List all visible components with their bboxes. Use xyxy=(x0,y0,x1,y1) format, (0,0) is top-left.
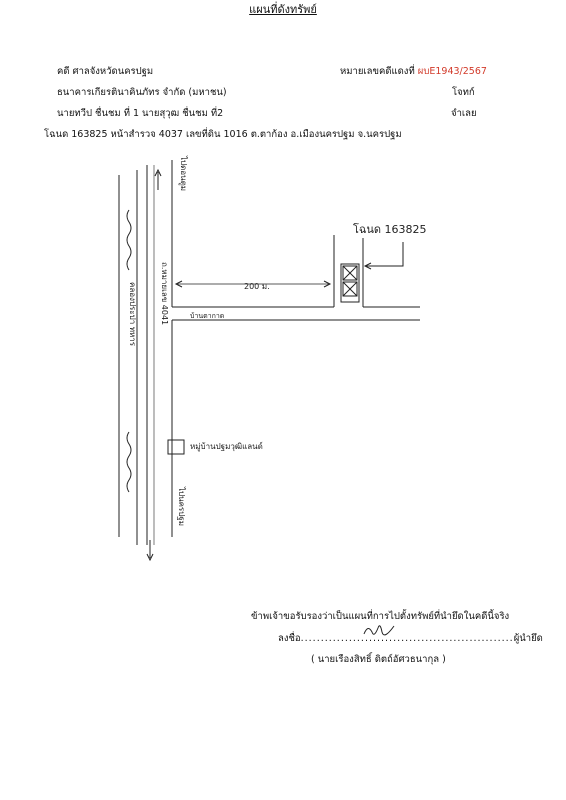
plaintiff-role: โจทก์ xyxy=(452,87,475,98)
canal-wave-top xyxy=(127,210,131,270)
arrow-down-icon xyxy=(147,540,153,560)
sign-prefix: ลงชื่อ xyxy=(278,633,301,644)
canal-label: คลองประปา ทหาร xyxy=(128,282,137,347)
case-number-value: ผบE1943/2567 xyxy=(417,66,487,77)
village-label: หมู่บ้านปฐมวุฒิแลนด์ xyxy=(190,442,263,451)
deed-pointer xyxy=(365,242,403,269)
sign-suffix: ผู้นำยึด xyxy=(513,633,543,644)
signature-line: ลงชื่อ.....................................................ผู้นำยึด xyxy=(278,633,543,644)
distance-label: 200 ม. xyxy=(244,282,270,291)
to-bottom-label: ไปนครปฐม xyxy=(177,487,186,526)
canal-wave-bottom xyxy=(127,432,131,492)
case-number-label: หมายเลขคดีแดงที่ xyxy=(340,66,415,77)
to-top-label: ไปดอนตูม xyxy=(179,156,188,192)
plaintiff-name: ธนาคารเกียรตินาคินภัทร จำกัด (มหาชน) xyxy=(57,87,227,98)
road-label: ถ.หมายเลข 4041 xyxy=(160,262,169,326)
property-description: โฉนด 163825 หน้าสำรวจ 4037 เลขที่ดิน 1016 ต.ตาก้อง อ.เมืองนครปฐม จ.นครปฐม xyxy=(44,129,402,140)
certify-statement: ข้าพเจ้าขอรับรองว่าเป็นแผนที่การไปตั้งทรัพย์ที่นำยึดในคดีนี้จริง xyxy=(251,611,510,622)
court-line: คดี ศาลจังหวัดนครปฐม xyxy=(57,66,154,77)
deed-label: โฉนด 163825 xyxy=(353,223,427,236)
village-marker xyxy=(168,440,184,454)
signature-scribble xyxy=(360,620,400,642)
page-title: แผนที่ดังทรัพย์ xyxy=(249,3,317,16)
signer-name: ( นายเรืองสิทธิ์ ดิตถ์อัศวธนากุล ) xyxy=(311,654,446,665)
defendant-name: นายทวีป ชื่นชม ที่ 1 นายสุวุฒ ชื่นชม ที่2 xyxy=(57,108,224,119)
defendant-role: จำเลย xyxy=(451,108,477,119)
arrow-up-icon xyxy=(155,170,161,190)
soi-label: บ้านตากาด xyxy=(190,312,225,320)
